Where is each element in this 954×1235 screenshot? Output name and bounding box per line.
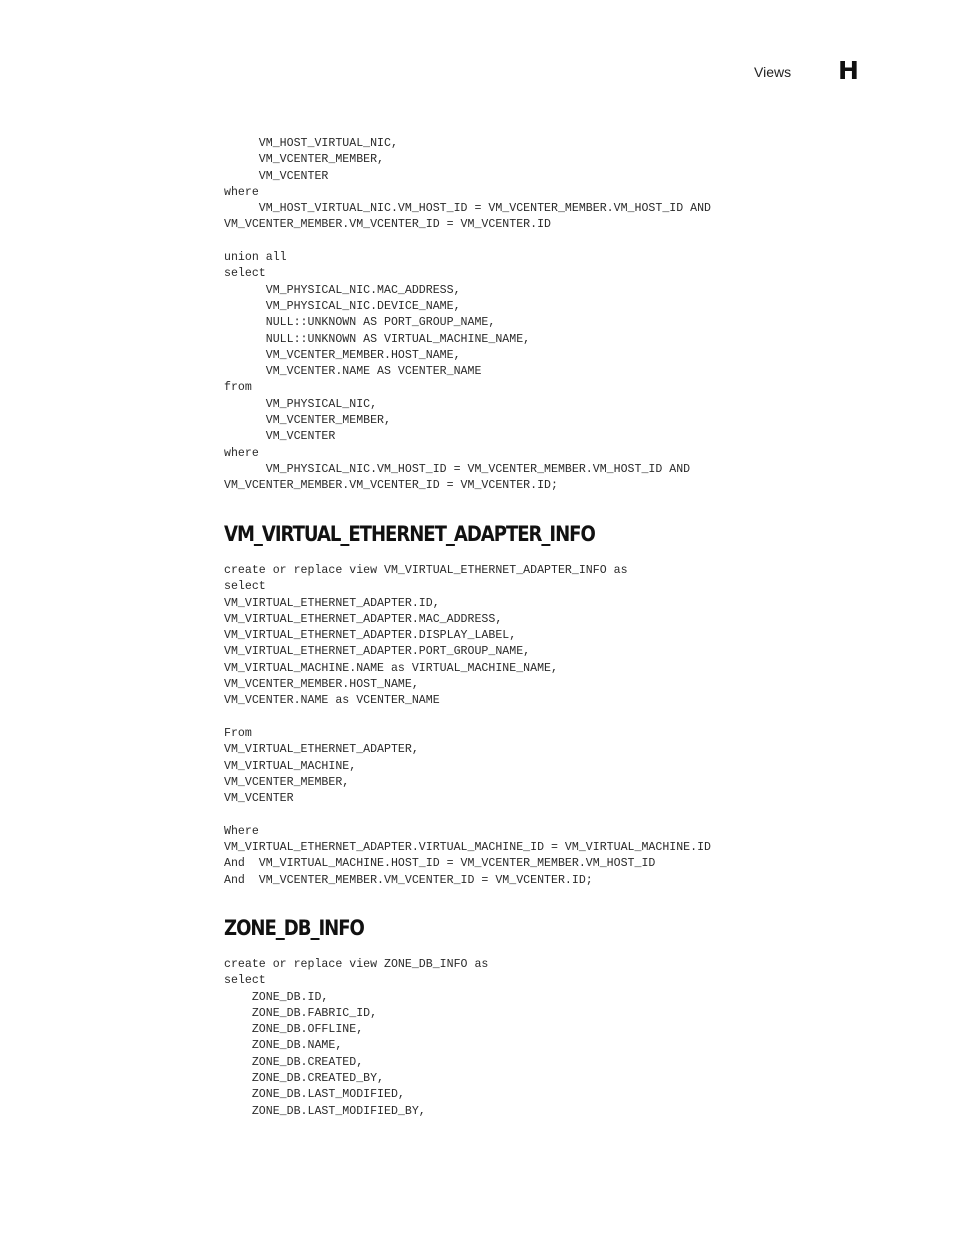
running-header-section-title: Views (754, 64, 792, 80)
sql-code-block-vm-virtual-ethernet-adapter-info: create or replace view VM_VIRTUAL_ETHERNET_ADAPTER_INFO as select VM_VIRTUAL_ETHERNET_ADAPTER.ID, VM_VIRTUAL_ETHERNET_ADAPTER.MAC_ADDRESS, VM_VIRTUAL_ETHERNET_ADAPTER.DISPLAY_LABEL, VM_VIRTUAL_ETHERNET_ADAPTER.PORT_GROUP_NAME, VM_VIRTUAL_MACHINE.NAME as VIRTUAL_MACHINE_NAME, VM_VCENTER_MEMBER.HOST_NAME, VM_VCENTER.NAME as VCENTER_NAME From VM_VIRTUAL_ETHERNET_ADAPTER, VM_VIRTUAL_MACHINE, VM_VCENTER_MEMBER, VM_VCENTER Where VM_VIRTUAL_ETHERNET_ADAPTER.VIRTUAL_MACHINE_ID = VM_VIRTUAL_MACHINE.ID And VM_VIRTUAL_MACHINE.HOST_ID = VM_VCENTER_MEMBER.VM_HOST_ID And VM_VCENTER_MEMBER.VM_VCENTER_ID = VM_VCENTER.ID; (224, 564, 712, 887)
running-header-chapter-letter: H (838, 56, 859, 85)
sql-code-block-nic-union: VM_HOST_VIRTUAL_NIC, VM_VCENTER_MEMBER, VM_VCENTER where VM_HOST_VIRTUAL_NIC.VM_HOST_ID = VM_VCENTER_MEMBER.VM_HOST_ID AND VM_VCENTER_MEMBER.VM_VCENTER_ID = VM_VCENTER.ID union all select VM_PHYSICAL_NIC.MAC_ADDRESS, VM_PHYSICAL_NIC.DEVICE_NAME, NULL::UNKNOWN AS PORT_GROUP_NAME, NULL::UNKNOWN AS VIRTUAL_MACHINE_NAME, VM_VCENTER_MEMBER.HOST_NAME, VM_VCENTER.NAME AS VCENTER_NAME from VM_PHYSICAL_NIC, VM_VCENTER_MEMBER, VM_VCENTER where VM_PHYSICAL_NIC.VM_HOST_ID = VM_VCENTER_MEMBER.VM_HOST_ID AND VM_VCENTER_MEMBER.VM_VCENTER_ID = VM_VCENTER.ID; (224, 137, 712, 493)
section-heading-vm-virtual-ethernet-adapter-info: VM_VIRTUAL_ETHERNET_ADAPTER_INFO (224, 522, 595, 546)
sql-code-block-zone-db-info: create or replace view ZONE_DB_INFO as select ZONE_DB.ID, ZONE_DB.FABRIC_ID, ZONE_DB.OFFLINE, ZONE_DB.NAME, ZONE_DB.CREATED, ZONE_DB.CREATED_BY, ZONE_DB.LAST_MODIFIED, ZONE_DB.LAST_MODIFIED_BY, (224, 958, 489, 1118)
section-heading-zone-db-info: ZONE_DB_INFO (224, 916, 364, 940)
